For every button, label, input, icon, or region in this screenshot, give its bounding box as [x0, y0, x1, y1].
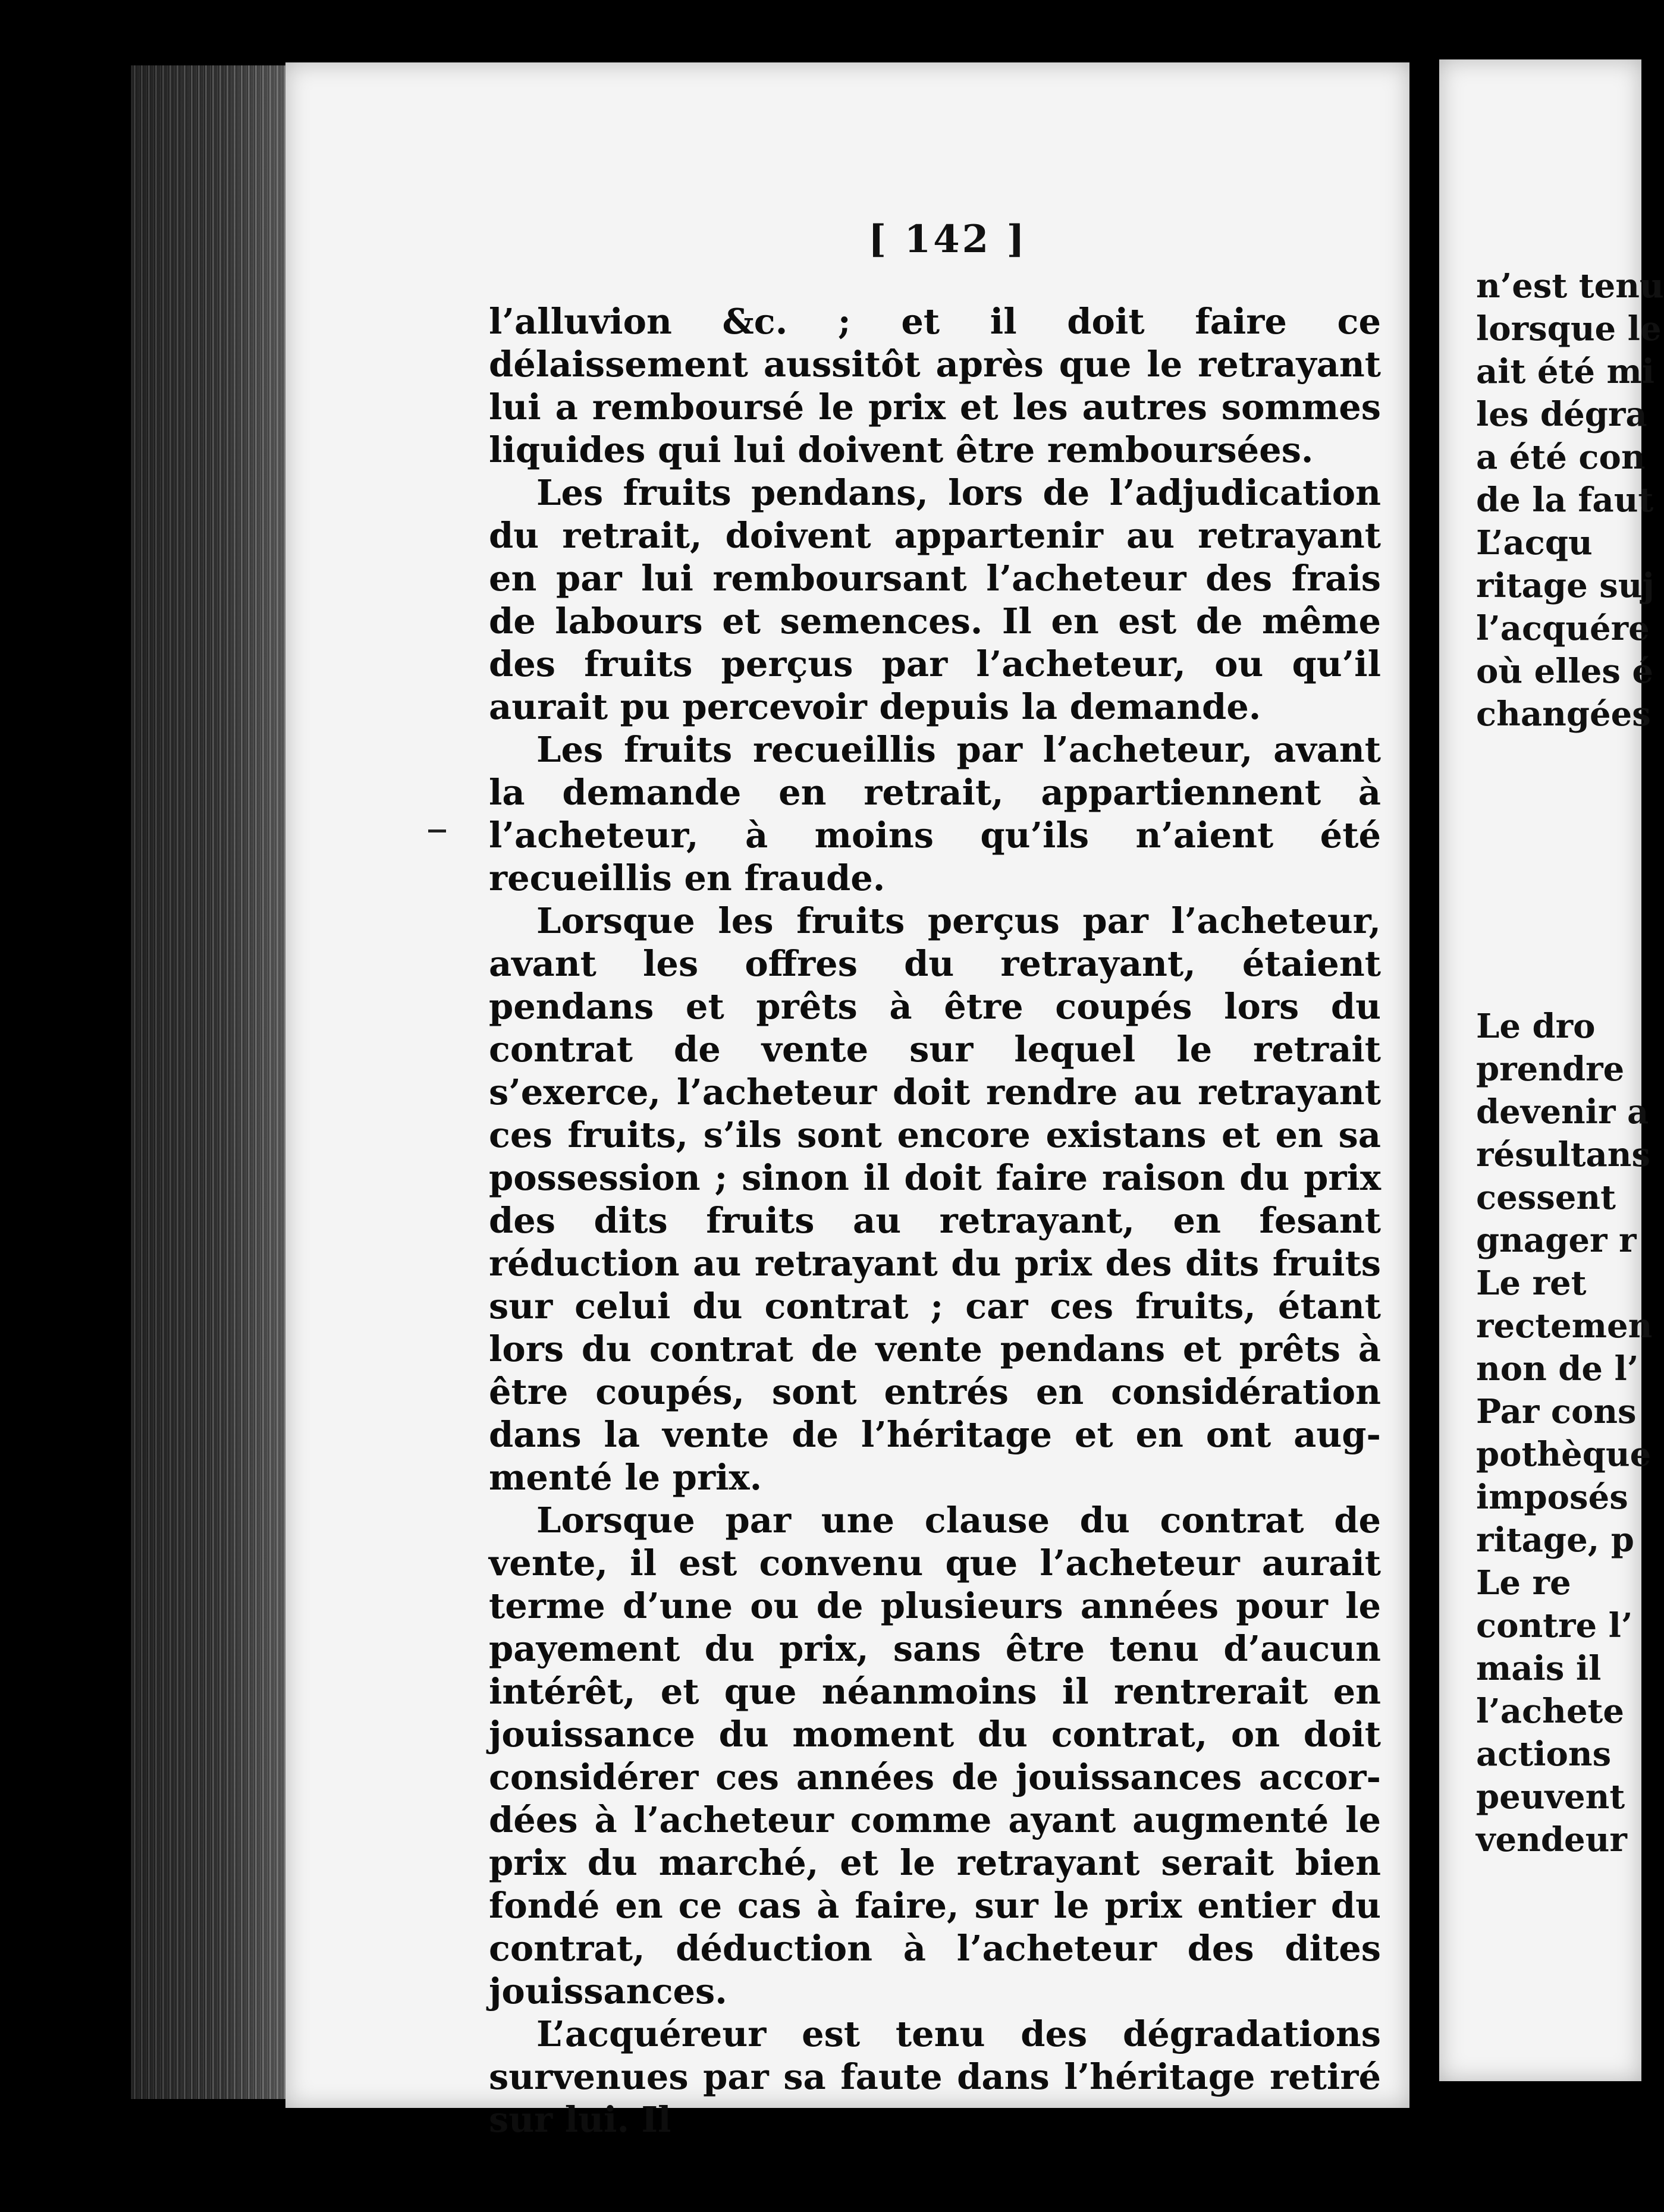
right-page-line: les dégra: [1476, 395, 1647, 434]
right-page-line: de la faut: [1476, 480, 1654, 520]
right-page-line: ritage, p: [1476, 1520, 1634, 1560]
right-page-line: devenir a: [1476, 1092, 1649, 1132]
page-number: [ 142 ]: [868, 217, 1027, 262]
right-page-line: actions: [1476, 1735, 1612, 1774]
paragraph-3: Les fruits recueillis par l’acheteur, avant la demande en retrait, appartiennent à l’acheteur, à moins qu’ils n’aient été recueillis en fraude.: [489, 729, 1381, 898]
right-page-line: Le ret: [1476, 1264, 1587, 1303]
right-page-line: Le re: [1476, 1563, 1571, 1603]
right-page-line: changées: [1476, 695, 1651, 734]
paragraph-5: Lorsque par une clause du contrat de vente, il est convenu que l’acheteur aurait terme d’une ou de plusieurs années pour le payement du prix, sans être tenu d’aucun intérêt, et que néanmoins il rentrerait en jouissance du moment du contrat, on doit considérer ces années de jouissances accordées à l’acheteur comme ayant augmenté le prix du marché, et le retrayant serait bien fondé en ce cas à faire, sur le prix entier du contrat, déduction à l’acheteur des dites jouissances.: [489, 1500, 1381, 2012]
right-page-line: gnager r: [1476, 1221, 1637, 1260]
right-page-line: vendeur: [1476, 1820, 1627, 1859]
right-page-line: mais il: [1476, 1649, 1602, 1688]
right-page-line: contre l’: [1476, 1606, 1633, 1645]
right-page-line: résultans: [1476, 1135, 1651, 1174]
right-page-line: peuvent: [1476, 1777, 1625, 1817]
right-page-line: l’achete: [1476, 1692, 1624, 1731]
right-page-line: prendre: [1476, 1050, 1625, 1089]
paragraph-6: L’acquéreur est tenu des dégradations survenues par sa faute dans l’héritage retiré sur lui. Il: [489, 2013, 1381, 2140]
paragraph-2: Les fruits pendans, lors de l’adjudication du retrait, doivent appartenir au retrayant en par lui remboursant l’acheteur des frais de labours et semences. Il en est de même des fruits perçus par l’acheteur, ou qu’il aurait pu percevoir depuis la demande.: [489, 472, 1381, 727]
right-page-line: l’acquére: [1476, 609, 1650, 648]
left-page-body: [489, 300, 1381, 2141]
right-page-line: rectemen: [1476, 1306, 1653, 1346]
right-page-line: L’acqu: [1476, 523, 1593, 563]
right-page-line: Par cons: [1476, 1392, 1637, 1431]
margin-mark: [428, 830, 446, 832]
right-page-line: non de l’: [1476, 1349, 1639, 1388]
right-page-line: pothèque: [1476, 1435, 1652, 1474]
right-page-line: lorsque le: [1476, 309, 1662, 348]
right-page-line: imposés: [1476, 1478, 1628, 1517]
right-page-line: cessent: [1476, 1178, 1616, 1217]
right-page-line: n’est tenu: [1476, 266, 1664, 306]
book-page-edges: [131, 65, 285, 2099]
right-page-line: Le dro: [1476, 1007, 1596, 1046]
right-page-line: ritage suj: [1476, 566, 1654, 605]
right-page-text-top: [1476, 265, 1664, 736]
paragraph-4: Lorsque les fruits perçus par l’acheteur, avant les offres du retrayant, étaient pendans et prêts à être coupés lors du contrat de vente sur lequel le retrait s’exerce, l’acheteur doit rendre au retrayant ces fruits, s’ils sont encore existans et en sa possession ; sinon il doit faire raison du prix des dits fruits au retrayant, en fesant réduction au retrayant du prix des dits fruits sur celui du contrat ; car ces fruits, étant lors du contrat de vente pendans et prêts à être coupés, sont entrés en considération dans la vente de l’héritage et en ont augmenté le prix.: [489, 900, 1381, 1498]
paragraph-1: l’alluvion &c. ; et il doit faire ce délaissement aussitôt après que le retrayant lui a remboursé le prix et les autres sommes liquides qui lui doivent être remboursées.: [489, 301, 1381, 470]
right-page-line: ait été mi: [1476, 352, 1655, 391]
right-page-line: a été con: [1476, 438, 1646, 477]
right-page-line: où elles é: [1476, 652, 1654, 691]
right-page-text-bottom: [1476, 1005, 1654, 1861]
